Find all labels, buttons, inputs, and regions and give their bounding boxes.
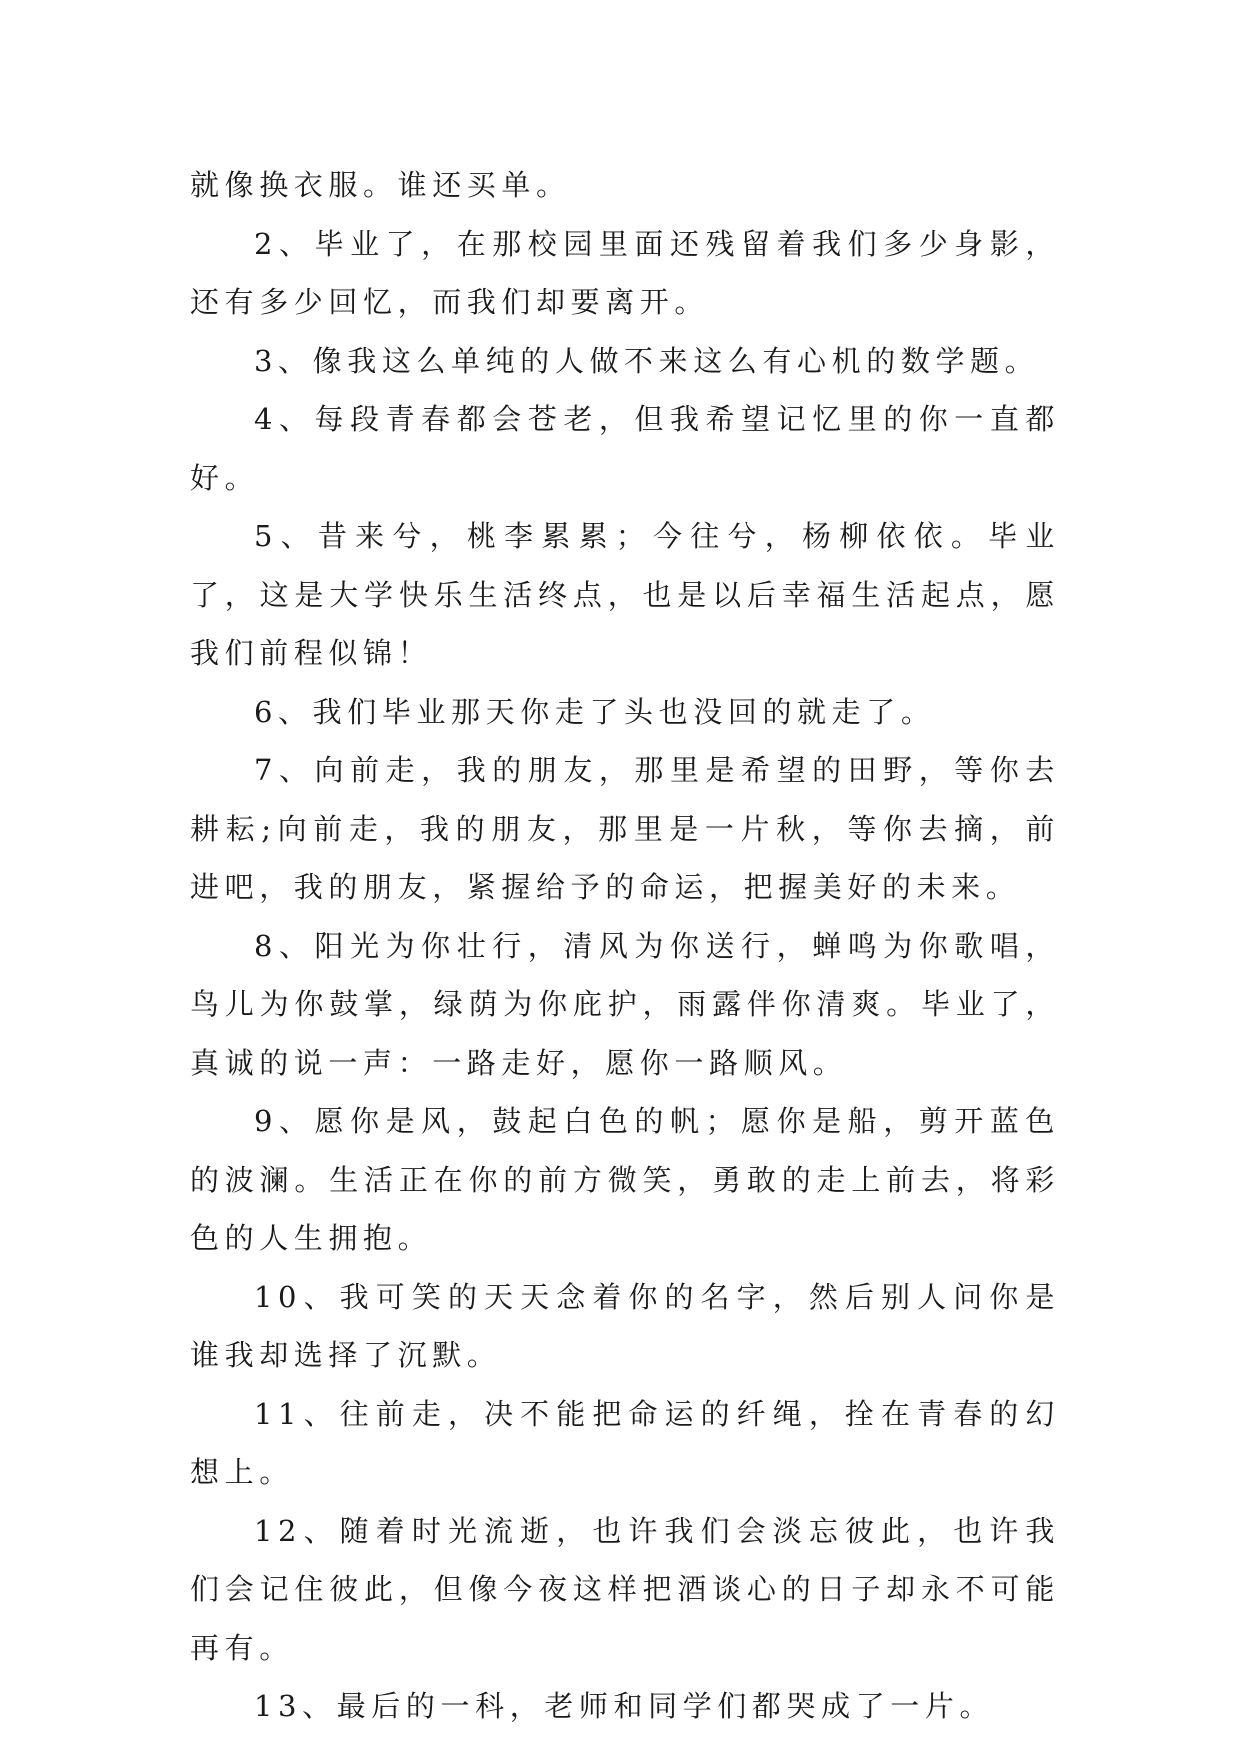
paragraph-8: 8、阳光为你壮行，清风为你送行，蝉鸣为你歌唱，鸟儿为你鼓掌，绿荫为你庇护，雨露伴你清爽。毕业了，真诚的说一声：一路走好，愿你一路顺风。 <box>190 928 1060 1080</box>
paragraph-10: 10、我可笑的天天念着你的名字，然后别人问你是谁我却选择了沉默。 <box>190 1279 1060 1372</box>
paragraph-2: 2、毕业了，在那校园里面还残留着我们多少身影，还有多少回忆，而我们却要离开。 <box>190 226 1060 319</box>
paragraph-5: 5、昔来兮，桃李累累；今往兮，杨柳依依。毕业了，这是大学快乐生活终点，也是以后幸福生活起点，愿我们前程似锦！ <box>190 519 1060 670</box>
paragraph-6: 6、我们毕业那天你走了头也没回的就走了。 <box>254 694 936 729</box>
paragraph-12: 12、随着时光流逝，也许我们会淡忘彼此，也许我们会记住彼此，但像今夜这样把酒谈心的日子却永不可能再有。 <box>190 1513 1060 1665</box>
document-body <box>190 156 1060 1736</box>
paragraph-7: 7、向前走，我的朋友，那里是希望的田野，等你去耕耘;向前走，我的朋友，那里是一片秋，等你去摘，前进吧，我的朋友，紧握给予的命运，把握美好的未来。 <box>190 753 1060 904</box>
paragraph-11: 11、往前走，决不能把命运的纤绳，拴在青春的幻想上。 <box>190 1396 1060 1489</box>
paragraph-4: 4、每段青春都会苍老，但我希望记忆里的你一直都好。 <box>190 402 1060 495</box>
paragraph-9: 9、愿你是风，鼓起白色的帆；愿你是船，剪开蓝色的波澜。生活正在你的前方微笑，勇敢的走上前去，将彩色的人生拥抱。 <box>190 1104 1060 1255</box>
paragraph-13: 13、最后的一科，老师和同学们都哭成了一片。 <box>254 1689 995 1723</box>
paragraph-continuation: 就像换衣服。谁还买单。 <box>190 168 571 202</box>
paragraph-3: 3、像我这么单纯的人做不来这么有心机的数学题。 <box>254 343 1040 378</box>
